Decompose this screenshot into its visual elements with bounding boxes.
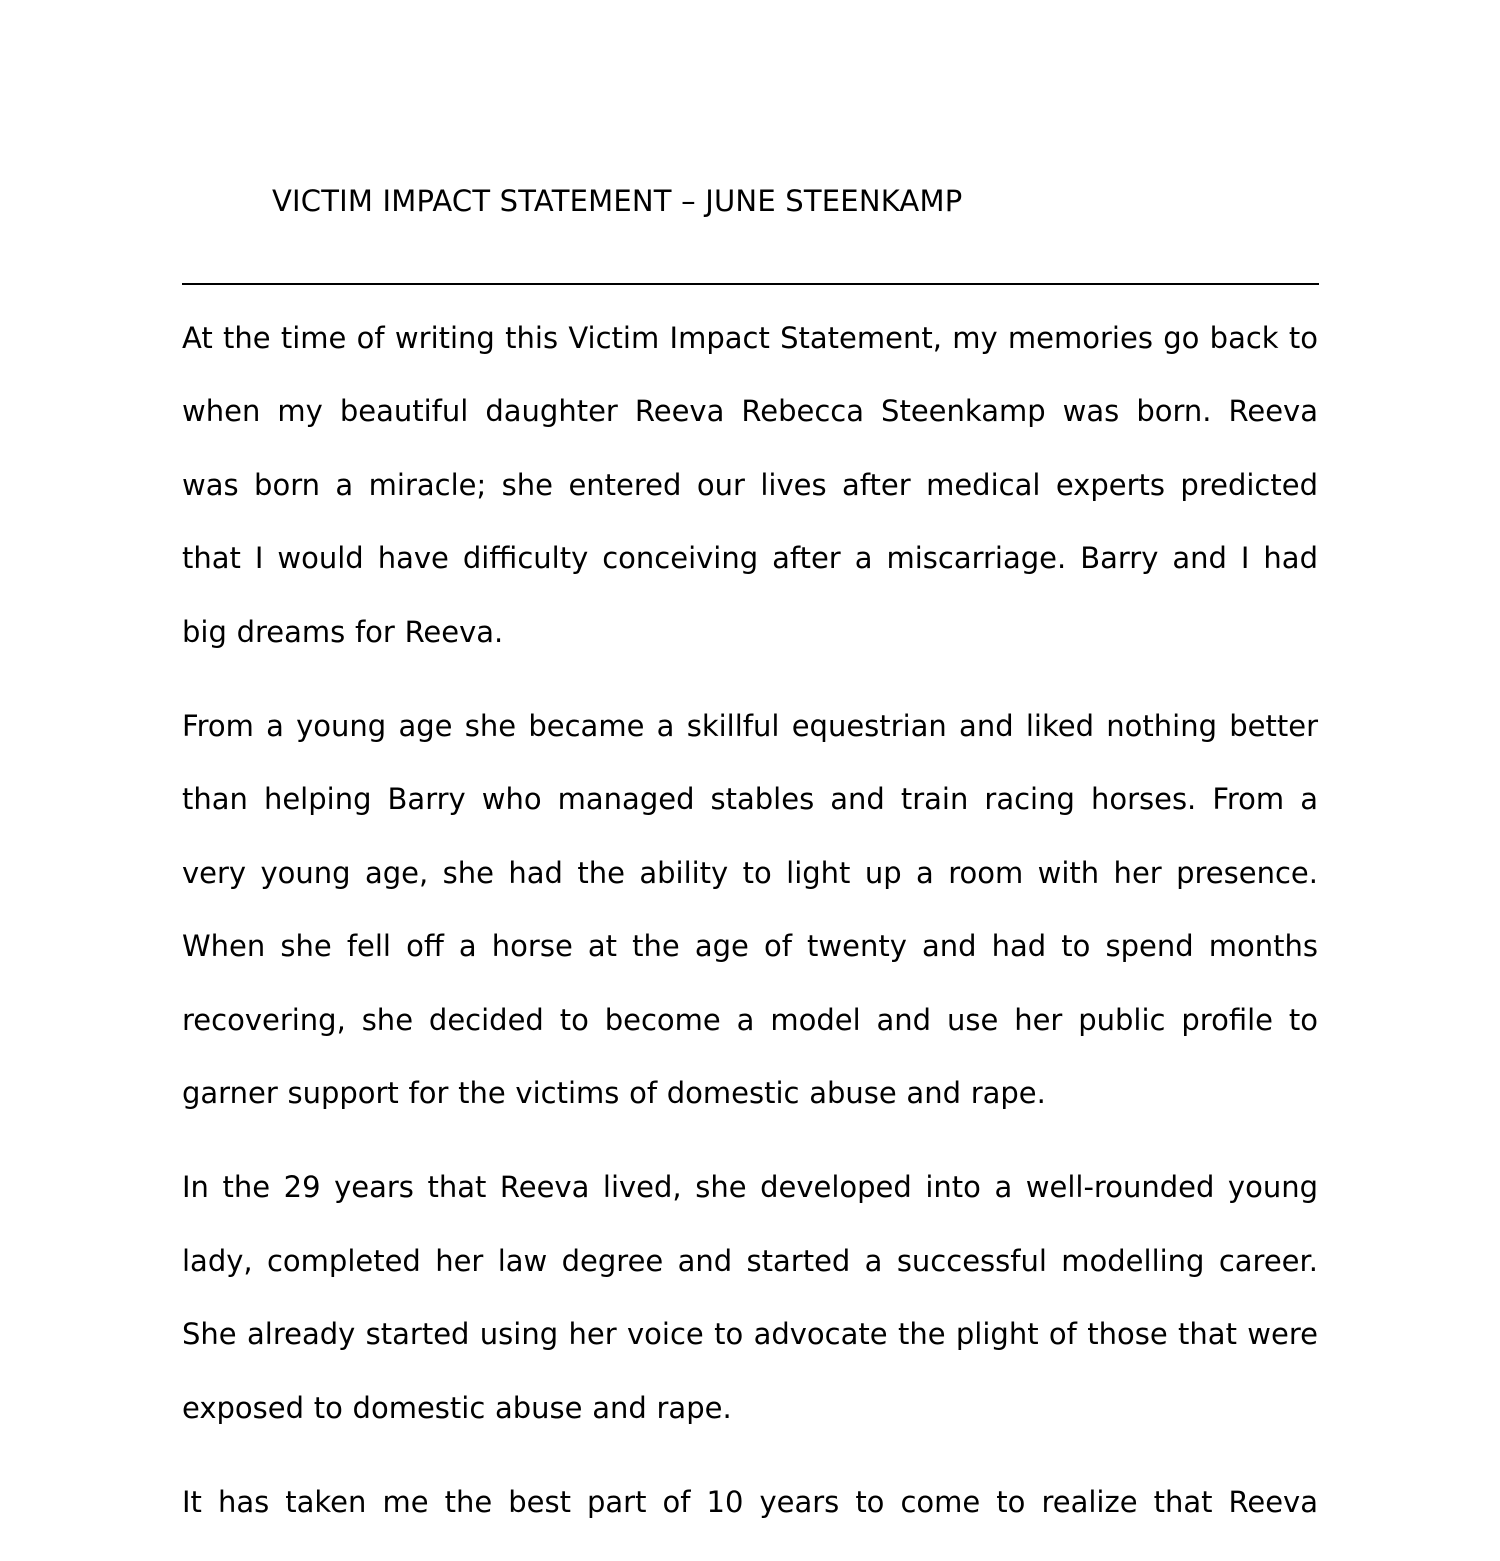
paragraph-1: At the time of writing this Victim Impact Statement, my memories go back to when my beautiful daughter Reeva Rebecca Steenkamp was born. Reeva was born a miracle; she entered our lives after medical experts predicted that I would have difficulty conceiving after a miscarriage. Barry and I had big dreams for Reeva. [182, 321, 1318, 649]
paragraph-2: From a young age she became a skillful equestrian and liked nothing better than helping Barry who managed stables and train racing horses. From a very young age, she had the ability to light up a room with her presence. When she fell off a horse at the age of twenty and had to spend months recovering, she decided to become a model and use her public profile to garner support for the victims of domestic abuse and rape. [182, 709, 1318, 1111]
document-title: VICTIM IMPACT STATEMENT – JUNE STEENKAMP [272, 184, 963, 218]
title-divider [182, 283, 1319, 285]
paragraph-3: In the 29 years that Reeva lived, she developed into a well-rounded young lady, completed her law degree and started a successful modelling career. She already started using her voice to advocate the plight of those that were exposed to domestic abuse and rape. [182, 1170, 1318, 1425]
document-body [182, 302, 1318, 1561]
paragraph-4: It has taken me the best part of 10 years to come to realize that Reeva [182, 1485, 1318, 1520]
